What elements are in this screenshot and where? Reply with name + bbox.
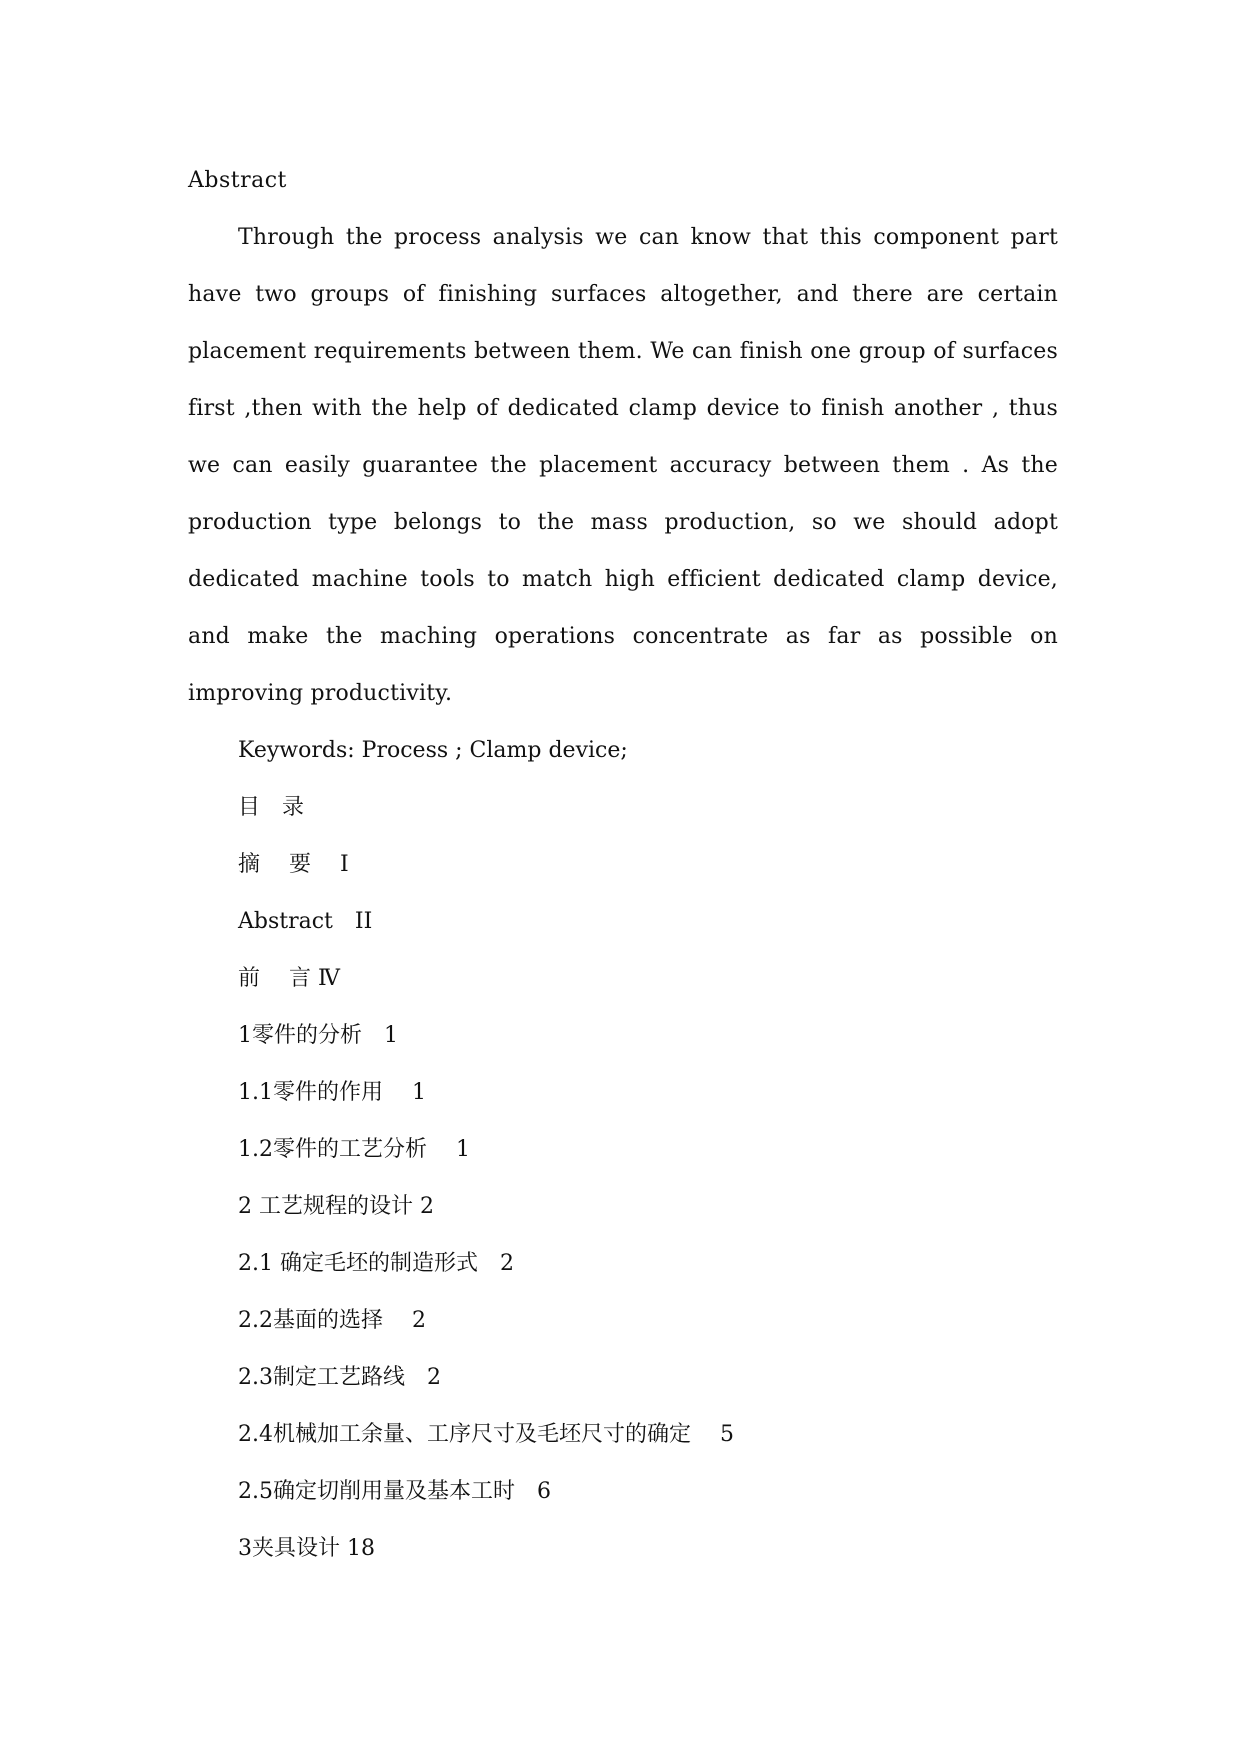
document-page bbox=[188, 152, 1058, 1577]
toc-entry: 前 言 Ⅳ bbox=[238, 966, 340, 991]
toc-entry: 2.1 确定毛坯的制造形式 2 bbox=[238, 1251, 514, 1276]
toc-entry: 1零件的分析 1 bbox=[238, 1023, 398, 1048]
abstract-heading: Abstract bbox=[188, 168, 287, 193]
toc-entry: 2.4机械加工余量、工序尺寸及毛坯尺寸的确定 5 bbox=[238, 1422, 734, 1447]
toc-entry: 摘 要 I bbox=[238, 852, 349, 877]
abstract-body: Through the process analysis we can know that this component part have two groups of finishing surfaces altogether, and there are certain placement requirements between them. We can finish one group of surfaces first ,then with the help of dedicated clamp device to finish another , thus we can easily guarantee the placement accuracy between them . As the production type belongs to the mass production, so we should adopt dedicated machine tools to match high efficient dedicated clamp device, and make the maching operations concentrate as far as possible on improving productivity. bbox=[188, 225, 1058, 706]
toc-entry: 1.1零件的作用 1 bbox=[238, 1080, 426, 1105]
toc-entry: Abstract II bbox=[238, 909, 373, 934]
toc-entry: 2.5确定切削用量及基本工时 6 bbox=[238, 1479, 551, 1504]
toc-entry: 2 工艺规程的设计 2 bbox=[238, 1194, 434, 1219]
toc-entry: 1.2零件的工艺分析 1 bbox=[238, 1137, 470, 1162]
toc-title: 目 录 bbox=[238, 795, 305, 820]
toc-entry: 3夹具设计 18 bbox=[238, 1536, 375, 1561]
toc-entry: 2.3制定工艺路线 2 bbox=[238, 1365, 441, 1390]
keywords-line: Keywords: Process ; Clamp device; bbox=[238, 738, 628, 763]
toc-entry: 2.2基面的选择 2 bbox=[238, 1308, 426, 1333]
